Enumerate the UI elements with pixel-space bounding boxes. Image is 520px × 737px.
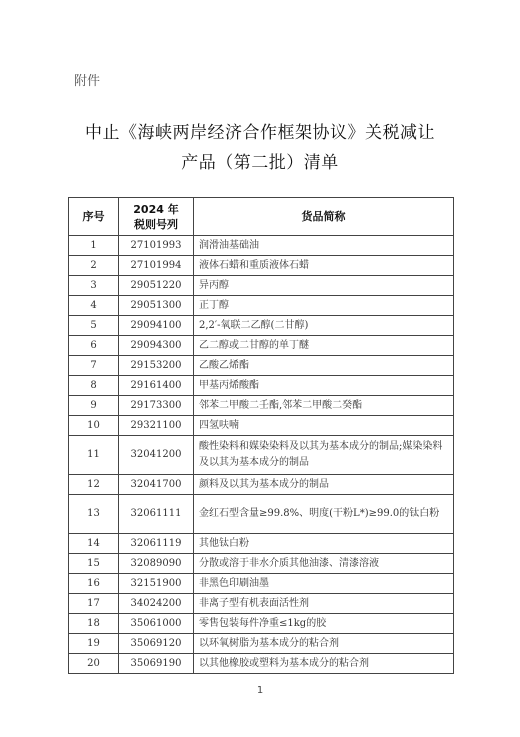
row-no: 6	[69, 336, 119, 356]
document-title-line1: 中止《海峡两岸经济合作框架协议》关税减让	[85, 123, 435, 143]
row-code: 29051220	[119, 276, 194, 296]
row-code: 32061111	[119, 495, 194, 534]
row-no: 7	[69, 356, 119, 376]
row-name: 非离子型有机表面活性剂	[194, 594, 454, 614]
row-no: 12	[69, 475, 119, 495]
table-row	[69, 256, 454, 276]
row-no: 13	[69, 495, 119, 534]
row-code: 29094300	[119, 336, 194, 356]
table-row	[69, 236, 454, 256]
row-no: 4	[69, 296, 119, 316]
document-title-line2: 产品（第二批）清单	[181, 153, 339, 173]
row-name: 酸性染料和媒染染料及以其为基本成分的制品;媒染染料及以其为基本成分的制品	[194, 436, 454, 475]
row-code: 32061119	[119, 534, 194, 554]
row-code: 32041200	[119, 436, 194, 475]
column-header-code	[119, 198, 194, 236]
row-name: 润滑油基础油	[194, 236, 454, 256]
row-name: 非黑色印刷油墨	[194, 574, 454, 594]
table-row	[69, 276, 454, 296]
table-row	[69, 436, 454, 475]
row-no: 5	[69, 316, 119, 336]
table-row	[69, 396, 454, 416]
row-name: 四氢呋喃	[194, 416, 454, 436]
row-code: 29321100	[119, 416, 194, 436]
row-name: 甲基丙烯酸酯	[194, 376, 454, 396]
row-code: 35061000	[119, 614, 194, 634]
table-row	[69, 296, 454, 316]
row-code: 29153200	[119, 356, 194, 376]
row-no: 16	[69, 574, 119, 594]
page-number: 1	[256, 685, 264, 696]
row-no: 20	[69, 654, 119, 674]
table-row	[69, 336, 454, 356]
row-no: 3	[69, 276, 119, 296]
table-row	[69, 554, 454, 574]
row-name: 液体石蜡和重质液体石蜡	[194, 256, 454, 276]
row-name: 零售包装每件净重≤1kg的胶	[194, 614, 454, 634]
annex-label: 附件	[74, 74, 101, 89]
row-no: 8	[69, 376, 119, 396]
column-header-name: 货品简称	[194, 198, 454, 236]
product-list-table	[68, 197, 454, 674]
row-name: 正丁醇	[194, 296, 454, 316]
row-name: 分散或溶于非水介质其他油漆、清漆溶液	[194, 554, 454, 574]
row-name: 2,2′-氧联二乙醇(二甘醇)	[194, 316, 454, 336]
row-name: 其他钛白粉	[194, 534, 454, 554]
table-row	[69, 574, 454, 594]
row-no: 17	[69, 594, 119, 614]
row-code: 29094100	[119, 316, 194, 336]
row-name: 以其他橡胶或塑料为基本成分的粘合剂	[194, 654, 454, 674]
row-code: 35069190	[119, 654, 194, 674]
row-name: 金红石型含量≥99.8%、明度(干粉L*)≥99.0的钛白粉	[194, 495, 454, 534]
row-no: 19	[69, 634, 119, 654]
row-no: 1	[69, 236, 119, 256]
table-row	[69, 534, 454, 554]
row-no: 2	[69, 256, 119, 276]
row-code: 35069120	[119, 634, 194, 654]
table-row	[69, 654, 454, 674]
row-no: 15	[69, 554, 119, 574]
table-row	[69, 594, 454, 614]
table-header-row	[69, 198, 454, 236]
table-row	[69, 495, 454, 534]
row-code: 29173300	[119, 396, 194, 416]
row-name: 颜料及以其为基本成分的制品	[194, 475, 454, 495]
row-code: 27101994	[119, 256, 194, 276]
row-name: 异丙醇	[194, 276, 454, 296]
row-code: 32041700	[119, 475, 194, 495]
row-name: 邻苯二甲酸二壬酯,邻苯二甲酸二癸酯	[194, 396, 454, 416]
row-code: 34024200	[119, 594, 194, 614]
row-code: 29161400	[119, 376, 194, 396]
row-no: 11	[69, 436, 119, 475]
row-no: 18	[69, 614, 119, 634]
table-row	[69, 416, 454, 436]
column-header-code-line1: 2024 年	[133, 202, 179, 216]
row-code: 27101993	[119, 236, 194, 256]
row-name: 乙二醇或二甘醇的单丁醚	[194, 336, 454, 356]
table-row	[69, 376, 454, 396]
column-header-no: 序号	[69, 198, 119, 236]
table-row	[69, 614, 454, 634]
row-code: 29051300	[119, 296, 194, 316]
row-code: 32151900	[119, 574, 194, 594]
table-row	[69, 634, 454, 654]
row-no: 10	[69, 416, 119, 436]
row-name: 以环氧树脂为基本成分的粘合剂	[194, 634, 454, 654]
table-row	[69, 475, 454, 495]
table-row	[69, 316, 454, 336]
row-code: 32089090	[119, 554, 194, 574]
row-name: 乙酸乙烯酯	[194, 356, 454, 376]
row-no: 14	[69, 534, 119, 554]
table-row	[69, 356, 454, 376]
row-no: 9	[69, 396, 119, 416]
column-header-code-line2: 税则号列	[134, 217, 178, 231]
